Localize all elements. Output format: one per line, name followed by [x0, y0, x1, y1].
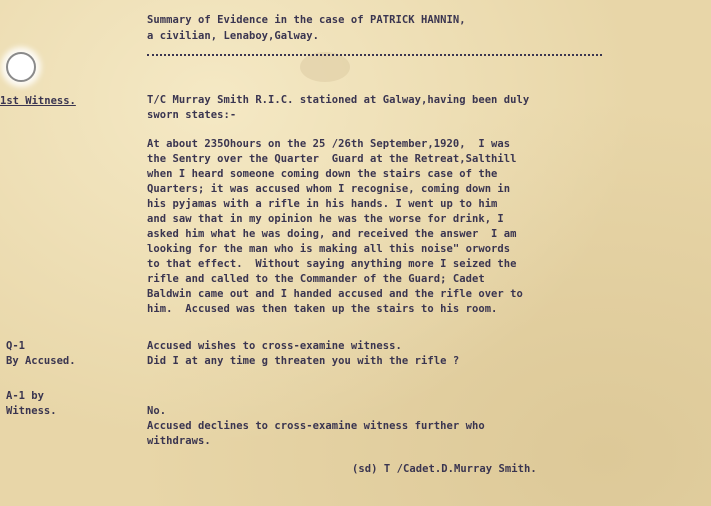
- witness-label: 1st Witness.: [0, 95, 76, 107]
- answer-label-2: Witness.: [6, 405, 57, 417]
- signature: (sd) T /Cadet.D.Murray Smith.: [352, 463, 537, 475]
- question-line-2: Did I at any time g threaten you with the rifle ?: [147, 355, 460, 367]
- question-label-2: By Accused.: [6, 355, 76, 367]
- question-label-1: Q-1: [6, 340, 25, 352]
- punch-hole: [6, 52, 36, 82]
- answer-line-3: withdraws.: [147, 435, 211, 447]
- statement-line: rifle and called to the Commander of the Guard; Cadet: [147, 273, 485, 285]
- statement-line: when I heard someone coming down the stairs case of the: [147, 168, 498, 180]
- header-rule: [147, 54, 602, 56]
- statement-line: the Sentry over the Quarter Guard at the Retreat,Salthill: [147, 153, 517, 165]
- witness-intro-line-1: T/C Murray Smith R.I.C. stationed at Galway,having been duly: [147, 94, 530, 106]
- statement-line: asked him what he was doing, and received the answer I am: [147, 228, 517, 240]
- statement-line: him. Accused was then taken up the stairs to his room.: [147, 303, 498, 315]
- statement-line: to that effect. Without saying anything more I seized the: [147, 258, 517, 270]
- answer-line-1: No.: [147, 405, 167, 417]
- statement-line: his pyjamas with a rifle in his hands. I went up to him: [147, 198, 498, 210]
- statement-line: Baldwin came out and I handed accused and the rifle over to: [147, 288, 523, 300]
- question-line-1: Accused wishes to cross-examine witness.: [147, 340, 402, 352]
- statement-line: looking for the man who is making all this noise" orwords: [147, 243, 511, 255]
- statement-line: and saw that in my opinion he was the worse for drink, I: [147, 213, 504, 225]
- answer-label-1: A-1 by: [6, 390, 44, 402]
- statement-line: Quarters; it was accused whom I recognise, coming down in: [147, 183, 511, 195]
- witness-intro-line-2: sworn states:-: [147, 109, 237, 121]
- statement-line: At about 235Ohours on the 25 /26th September,1920, I was: [147, 138, 511, 150]
- header-line-2: a civilian, Lenaboy,Galway.: [147, 30, 320, 42]
- answer-line-2: Accused declines to cross-examine witness further who: [147, 420, 485, 432]
- header-line-1: Summary of Evidence in the case of PATRICK HANNIN,: [147, 14, 466, 26]
- embossed-stamp: [300, 52, 350, 82]
